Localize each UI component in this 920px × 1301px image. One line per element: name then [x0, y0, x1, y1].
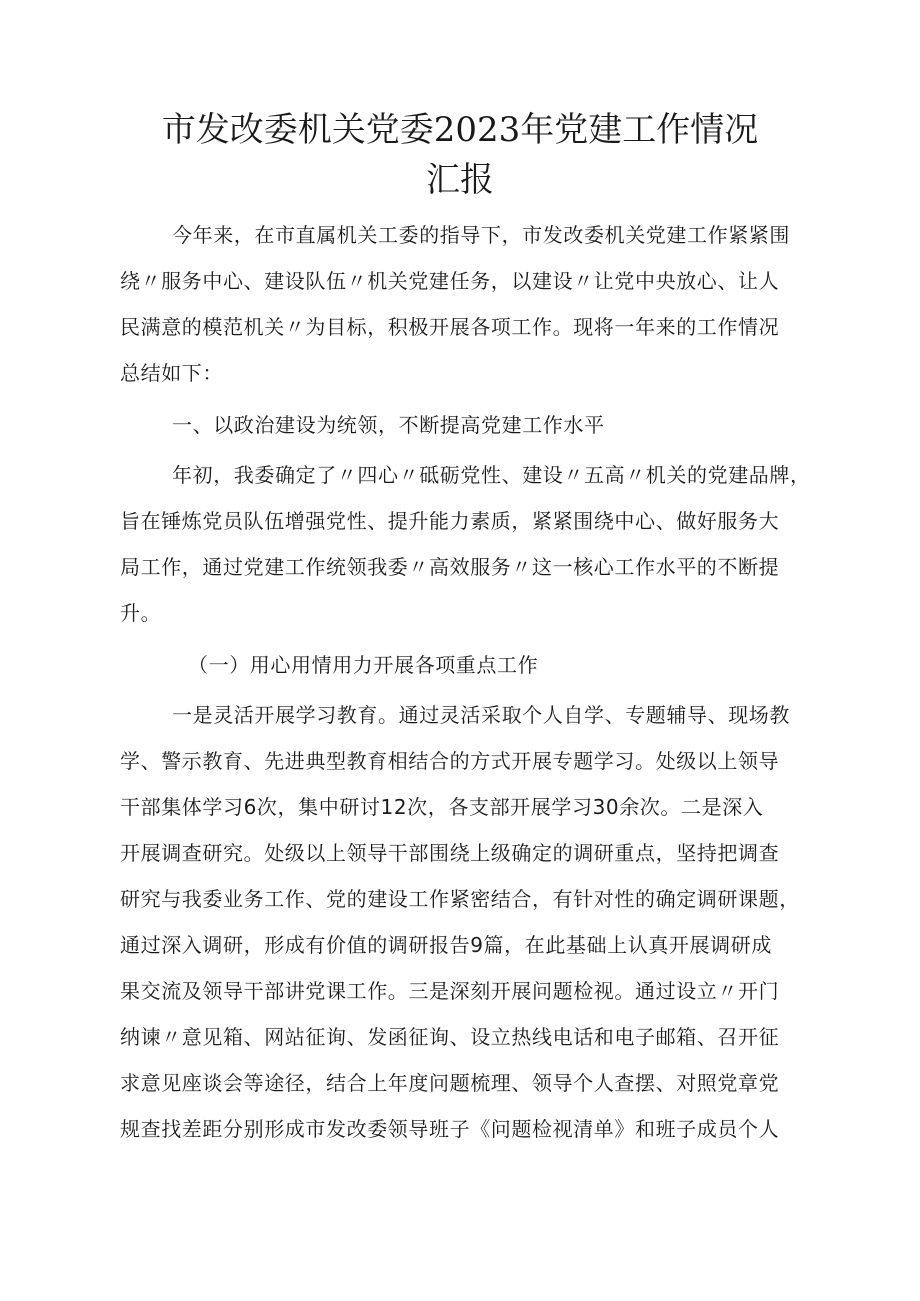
paragraph-2-line-9: 求意见座谈会等途径，结合上年度问题梳理、领导个人查摆、对照党章党: [120, 1071, 780, 1095]
paragraph-2-line-5: 研究与我委业务工作、党的建设工作紧密结合，有针对性的确定调研课题，: [120, 887, 800, 911]
paragraph-intro-line-2: 绕〃服务中心、建设队伍〃机关党建任务，以建设〃让党中央放心、让人: [120, 269, 780, 293]
paragraph-2-line-4: 开展调查研究。处级以上领导干部围绕上级确定的调研重点，坚持把调查: [120, 841, 780, 865]
paragraph-1-line-3: 局工作，通过党建工作统领我委〃高效服务〃这一核心工作水平的不断提: [120, 555, 780, 579]
paragraph-2-line-10: 规查找差距分别形成市发改委领导班子《问题检视清单》和班子成员个人: [120, 1117, 780, 1141]
document-title-line-1: 市发改委机关党委2023年党建工作情况: [161, 110, 759, 150]
paragraph-2-line-7: 果交流及领导干部讲党课工作。三是深刻开展问题检视。通过设立〃开门: [120, 979, 780, 1003]
paragraph-2-line-6: 通过深入调研，形成有价值的调研报告9篇，在此基础上认真开展调研成: [120, 933, 772, 957]
paragraph-2-line-2: 学、警示教育、先进典型教育相结合的方式开展专题学习。处级以上领导: [120, 749, 780, 773]
subsection-heading-1: （一）用心用情用力开展各项重点工作: [188, 653, 539, 677]
paragraph-1-line-4: 升。: [120, 601, 162, 625]
section-heading-1: 一、以政治建设为统领，不断提高党建工作水平: [172, 413, 605, 437]
paragraph-2-line-8: 纳谏〃意见箱、网站征询、发函征询、设立热线电话和电子邮箱、召开征: [120, 1025, 780, 1049]
paragraph-1-line-2: 旨在锤炼党员队伍增强党性、提升能力素质，紧紧围绕中心、做好服务大: [120, 509, 780, 533]
paragraph-2-line-1: 一是灵活开展学习教育。通过灵活采取个人自学、专题辅导、现场教: [172, 703, 790, 727]
paragraph-intro-line-3: 民满意的模范机关〃为目标，积极开展各项工作。现将一年来的工作情况: [120, 315, 780, 339]
paragraph-intro-line-1: 今年来，在市直属机关工委的指导下，市发改委机关党建工作紧紧围: [172, 223, 790, 247]
document-title-line-2: 汇报: [426, 160, 494, 200]
paragraph-1-line-1: 年初，我委确定了〃四心〃砥砺党性、建设〃五高〃机关的党建品牌，: [172, 463, 811, 487]
paragraph-intro-line-4: 总结如下：: [120, 361, 223, 385]
paragraph-2-line-3: 干部集体学习6次，集中研讨12次，各支部开展学习30余次。二是深入: [120, 795, 764, 819]
